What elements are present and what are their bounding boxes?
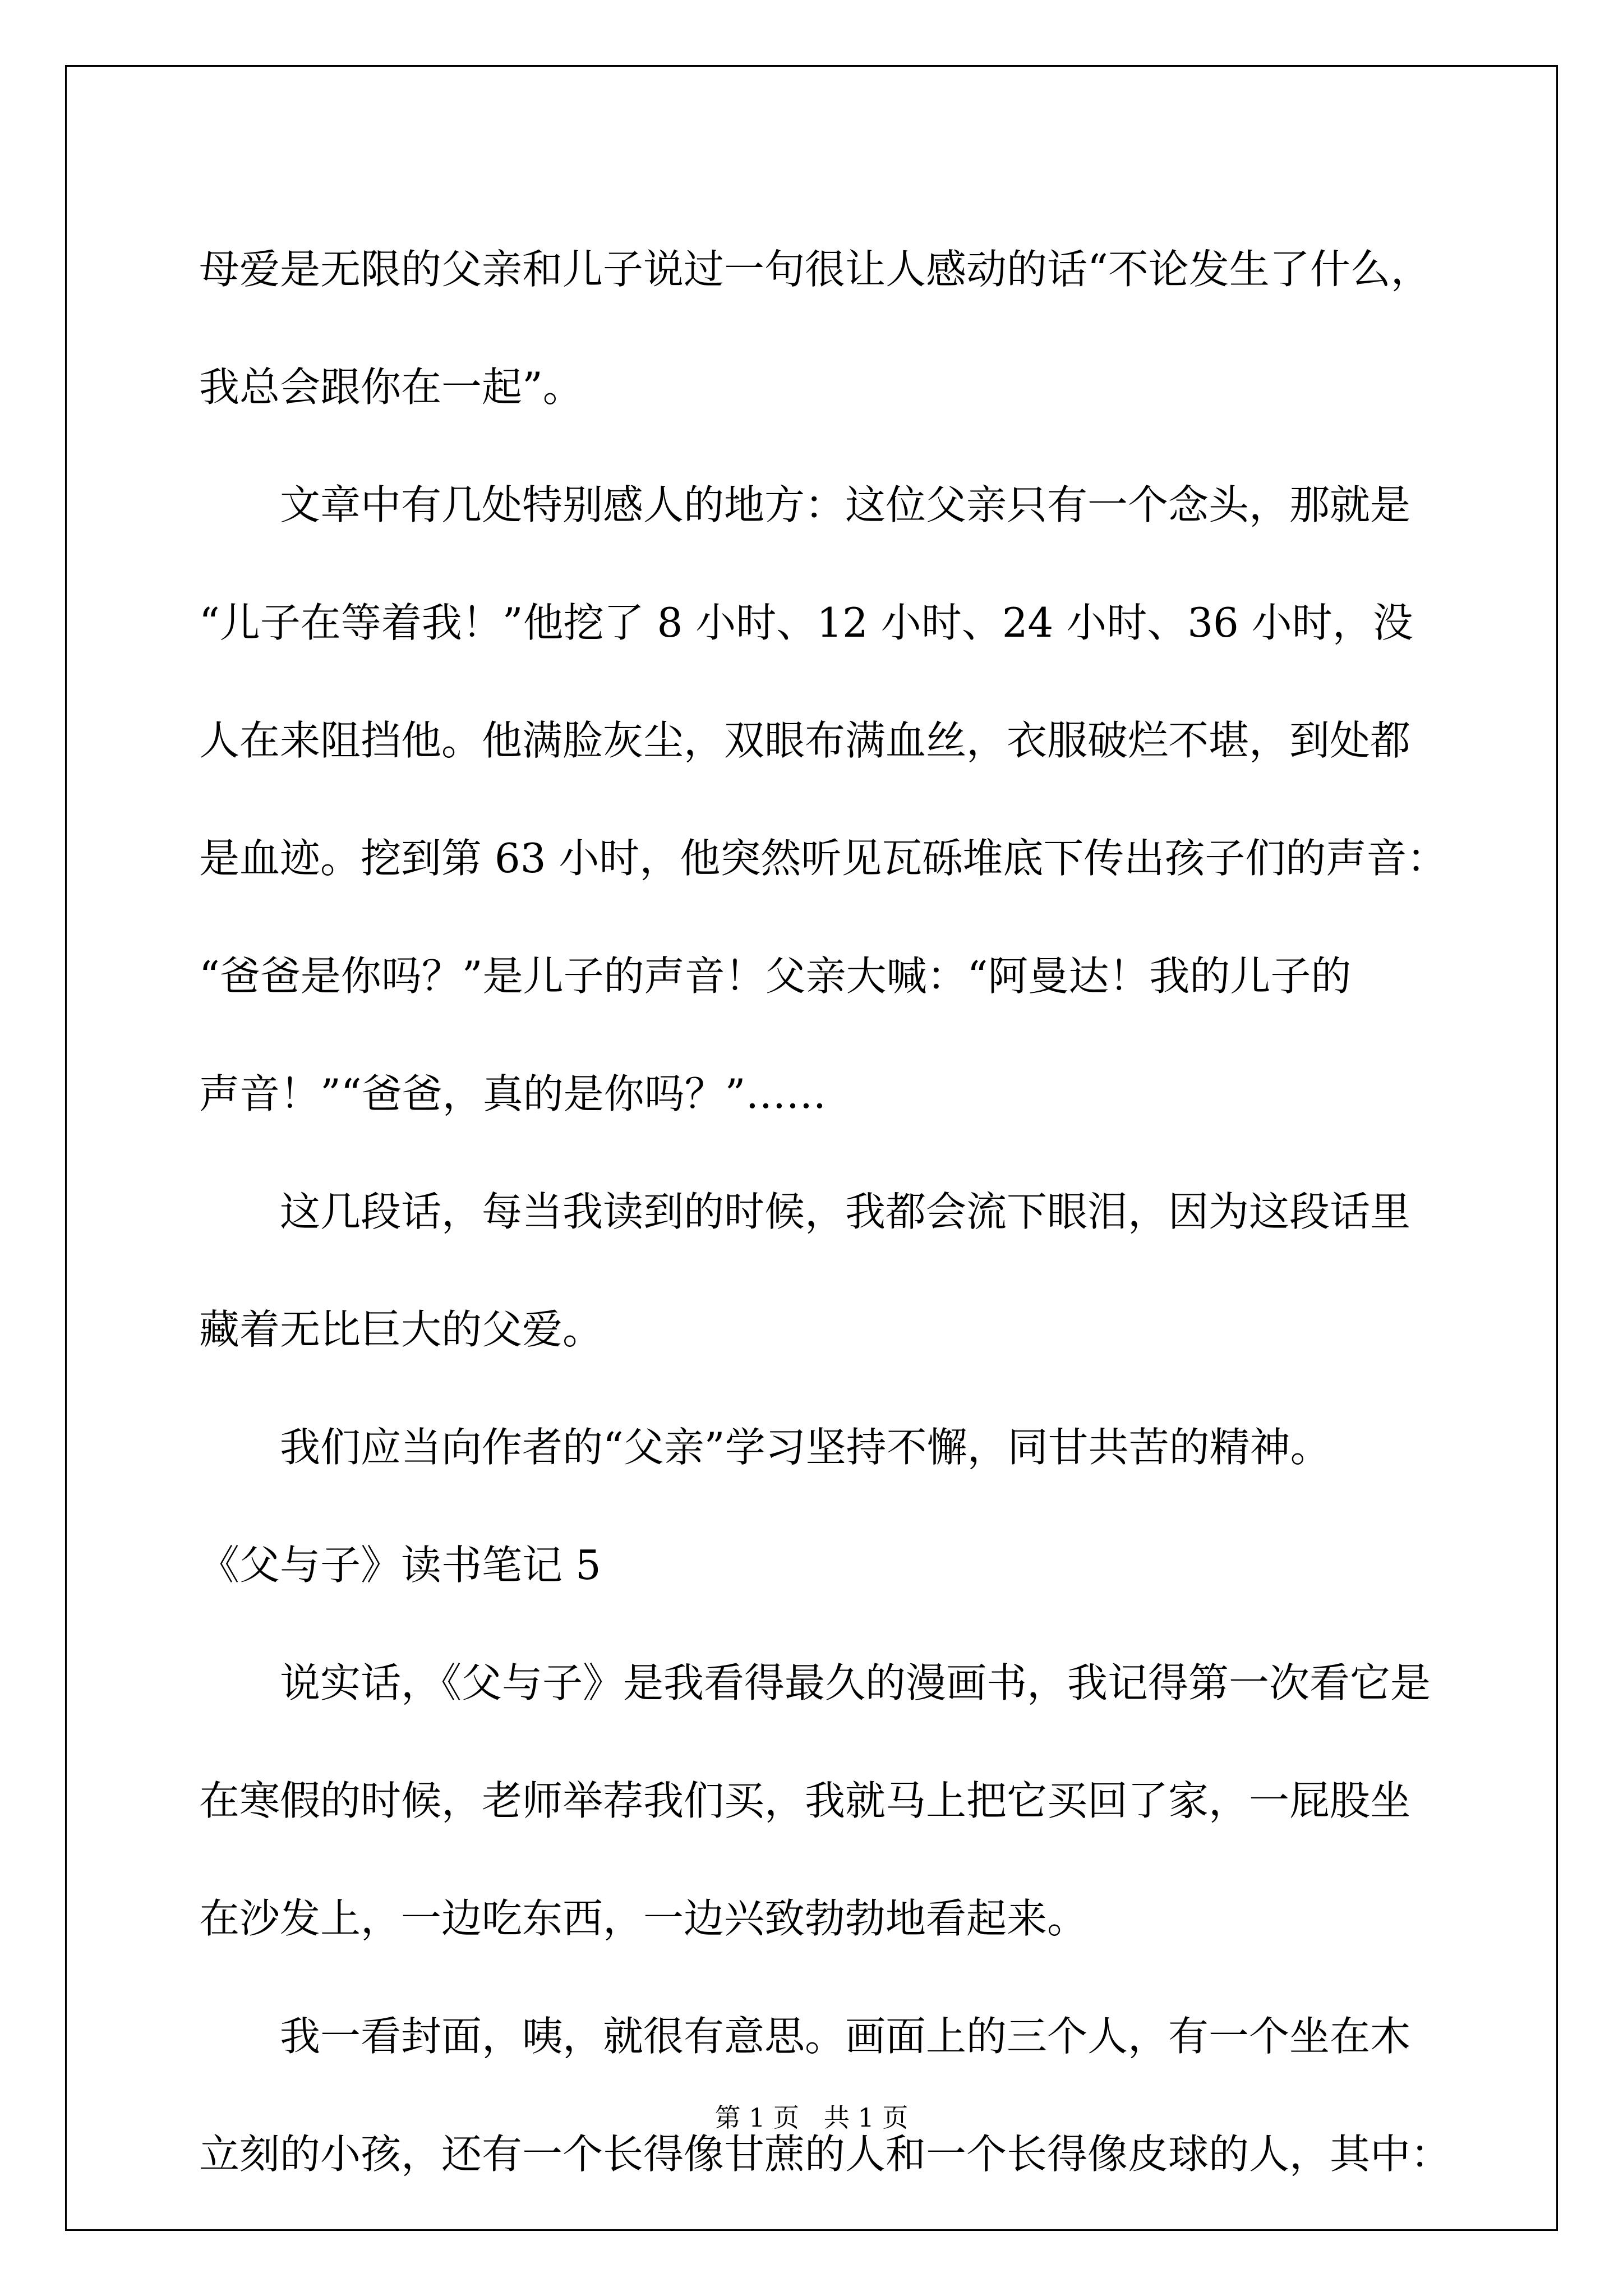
document-body: [199, 210, 1451, 2213]
text-line-3: 文章中有几处特别感人的地方：这位父亲只有一个念头，那就是: [280, 481, 1411, 528]
text-line-10: 藏着无比巨大的父爱。: [199, 1306, 603, 1353]
text-line-13: 说实话，《父与子》是我看得最久的漫画书，我记得第一次看它是: [280, 1659, 1431, 1706]
page-footer: 第 1 页 共 1 页: [714, 2102, 909, 2133]
text-line-14: 在寒假的时候，老师举荐我们买，我就马上把它买回了家，一屁股坐: [199, 1777, 1411, 1824]
section-heading: 《父与子》读书笔记 5: [199, 1542, 601, 1589]
text-line-6: 是血迹。挖到第 63 小时，他突然听见瓦砾堆底下传出孩子们的声音：: [199, 835, 1447, 882]
text-line-7: “爸爸是你吗？”是儿子的声音！父亲大喊：“阿曼达！我的儿子的: [199, 953, 1352, 1000]
text-line-9: 这几段话，每当我读到的时候，我都会流下眼泪，因为这段话里: [280, 1188, 1411, 1235]
text-line-5: 人在来阻挡他。他满脸灰尘，双眼布满血丝，衣服破烂不堪，到处都: [199, 717, 1411, 764]
text-line-1: 母爱是无限的父亲和儿子说过一句很让人感动的话“不论发生了什么，: [199, 246, 1431, 293]
text-line-11: 我们应当向作者的“父亲”学习坚持不懈，同甘共苦的精神。: [280, 1424, 1331, 1471]
text-line-4: “儿子在等着我！”他挖了 8 小时、12 小时、24 小时、36 小时，没: [199, 599, 1413, 646]
text-line-8: 声音！”“爸爸，真的是你吗？”……: [199, 1070, 827, 1117]
text-line-2: 我总会跟你在一起”。: [199, 364, 583, 411]
text-line-17: 立刻的小孩，还有一个长得像甘蔗的人和一个长得像皮球的人，其中：: [199, 2131, 1451, 2178]
text-line-16: 我一看封面，咦，就很有意思。画面上的三个人，有一个坐在木: [280, 2013, 1411, 2060]
text-line-15: 在沙发上，一边吃东西，一边兴致勃勃地看起来。: [199, 1895, 1088, 1942]
